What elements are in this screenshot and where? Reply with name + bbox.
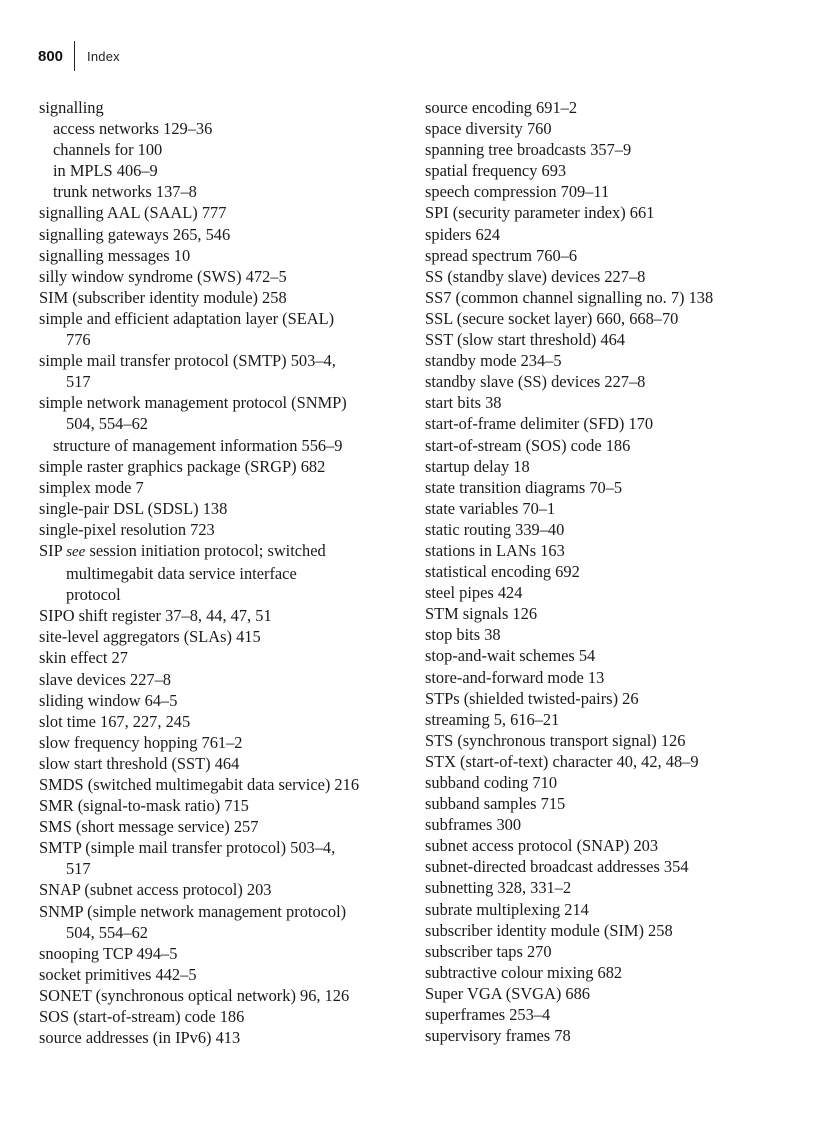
index-entry: SONET (synchronous optical network) 96, 126 [39,985,350,1005]
index-entry: SST (slow start threshold) 464 [425,330,626,350]
index-entry: skin effect 27 [39,648,128,668]
index-entry: SIM (subscriber identity module) 258 [39,287,287,307]
index-entry: simple mail transfer protocol (SMTP) 503–4, [39,351,336,371]
index-subentry: channels for 100 [53,140,163,160]
index-entry: subscriber taps 270 [425,941,552,961]
index-entry: subtractive colour mixing 682 [425,962,623,982]
index-entry: signalling gateways 265, 546 [39,224,231,244]
index-entry: silly window syndrome (SWS) 472–5 [39,266,287,286]
index-entry: spiders 624 [425,224,501,244]
index-entry: source encoding 691–2 [425,98,578,117]
index-entry: SMS (short message service) 257 [39,817,259,837]
header-divider [74,41,75,71]
index-entry: statistical encoding 692 [425,562,580,582]
index-entry: standby slave (SS) devices 227–8 [425,372,646,392]
index-subentry: in MPLS 406–9 [53,161,158,181]
index-entry: store-and-forward mode 13 [425,667,605,687]
index-entry: SSL (secure socket layer) 660, 668–70 [425,308,679,328]
index-entry: STS (synchronous transport signal) 126 [425,730,686,750]
index-entry: state variables 70–1 [425,498,556,518]
see-reference: see [66,543,86,560]
page-number: 800 [38,47,64,65]
index-entry: space diversity 760 [425,119,552,139]
index-entry: STPs (shielded twisted-pairs) 26 [425,688,639,708]
index-entry: start-of-stream (SOS) code 186 [425,435,631,455]
index-entry: signalling messages 10 [39,245,191,265]
index-entry: subscriber identity module (SIM) 258 [425,920,673,940]
index-entry: SS7 (common channel signalling no. 7) 138 [425,287,714,307]
index-entry: SNMP (simple network management protocol) [39,901,347,921]
index-entry: slave devices 227–8 [39,669,171,689]
index-entry: signalling [39,98,104,117]
index-entry: SPI (security parameter index) 661 [425,203,655,223]
index-entry: subnet access protocol (SNAP) 203 [425,836,659,856]
index-entry-continuation: 517 [66,859,91,879]
index-entry-continuation: multimegabit data service interface [66,564,297,584]
index-entry-continuation: protocol [66,585,121,605]
index-entry: STM signals 126 [425,604,538,624]
index-entry-text: session initiation protocol; switched [85,540,326,560]
index-entry: SOS (start-of-stream) code 186 [39,1007,245,1027]
index-entry: SMR (signal-to-mask ratio) 715 [39,796,249,816]
index-entry: stop bits 38 [425,625,501,645]
index-entry: SS (standby slave) devices 227–8 [425,266,646,286]
index-subentry: trunk networks 137–8 [53,182,197,202]
index-entry: state transition diagrams 70–5 [425,477,623,497]
index-entry: Super VGA (SVGA) 686 [425,983,590,1003]
index-entry: speech compression 709–11 [425,182,610,202]
index-entry: start-of-frame delimiter (SFD) 170 [425,414,654,434]
index-entry: streaming 5, 616–21 [425,709,560,729]
index-entry: SNAP (subnet access protocol) 203 [39,880,272,900]
index-column-left [39,97,414,1048]
index-entry: source addresses (in IPv6) 413 [39,1028,241,1048]
index-entry: static routing 339–40 [425,519,565,539]
index-entry: standby mode 234–5 [425,351,562,371]
index-entry: socket primitives 442–5 [39,964,197,984]
index-subentry: structure of management information 556–9 [53,435,343,455]
index-subentry: access networks 129–36 [53,119,213,139]
running-title: Index [87,48,120,64]
index-entry: simple and efficient adaptation layer (SEAL) [39,308,335,328]
index-entry: SMTP (simple mail transfer protocol) 503–4, [39,838,336,858]
index-entry: startup delay 18 [425,456,530,476]
index-entry-continuation: 504, 554–62 [66,922,148,942]
index-entry-continuation: 517 [66,372,91,392]
index-entry: slow frequency hopping 761–2 [39,732,243,752]
index-entry: slot time 167, 227, 245 [39,711,191,731]
index-entry-continuation: 504, 554–62 [66,414,148,434]
index-column-right [425,97,805,1046]
index-entry: subframes 300 [425,815,522,835]
index-entry: site-level aggregators (SLAs) 415 [39,627,261,647]
page-header [38,40,120,72]
index-entry: subband samples 715 [425,794,566,814]
index-entry: subnet-directed broadcast addresses 354 [425,857,689,877]
index-entry: slow start threshold (SST) 464 [39,753,240,773]
index-entry-text: SIP [39,540,67,560]
index-entry-continuation: 776 [66,330,91,350]
index-entry: single-pair DSL (SDSL) 138 [39,498,228,518]
index-entry: single-pixel resolution 723 [39,519,215,539]
index-entry: SMDS (switched multimegabit data service) 216 [39,775,360,794]
index-entry: STX (start-of-text) character 40, 42, 48–9 [425,751,699,771]
index-entry: simple network management protocol (SNMP) [39,393,347,413]
index-entry: supervisory frames 78 [425,1026,571,1046]
index-entry: stations in LANs 163 [425,540,565,560]
index-entry: SIPO shift register 37–8, 44, 47, 51 [39,606,272,626]
index-entry: simple raster graphics package (SRGP) 682 [39,456,326,476]
index-entry: stop-and-wait schemes 54 [425,646,596,666]
index-entry: spatial frequency 693 [425,161,567,181]
index-entry: snooping TCP 494–5 [39,943,178,963]
index-entry: simplex mode 7 [39,477,144,497]
index-entry: superframes 253–4 [425,1005,551,1025]
index-entry: subrate multiplexing 214 [425,899,589,919]
index-entry [39,540,414,563]
index-entry: spanning tree broadcasts 357–9 [425,140,632,160]
index-entry: subband coding 710 [425,773,558,792]
index-entry: start bits 38 [425,393,502,413]
index-entry: sliding window 64–5 [39,690,178,710]
index-entry: subnetting 328, 331–2 [425,878,572,898]
index-entry: spread spectrum 760–6 [425,245,578,265]
index-entry: steel pipes 424 [425,583,523,603]
index-entry: signalling AAL (SAAL) 777 [39,203,227,223]
